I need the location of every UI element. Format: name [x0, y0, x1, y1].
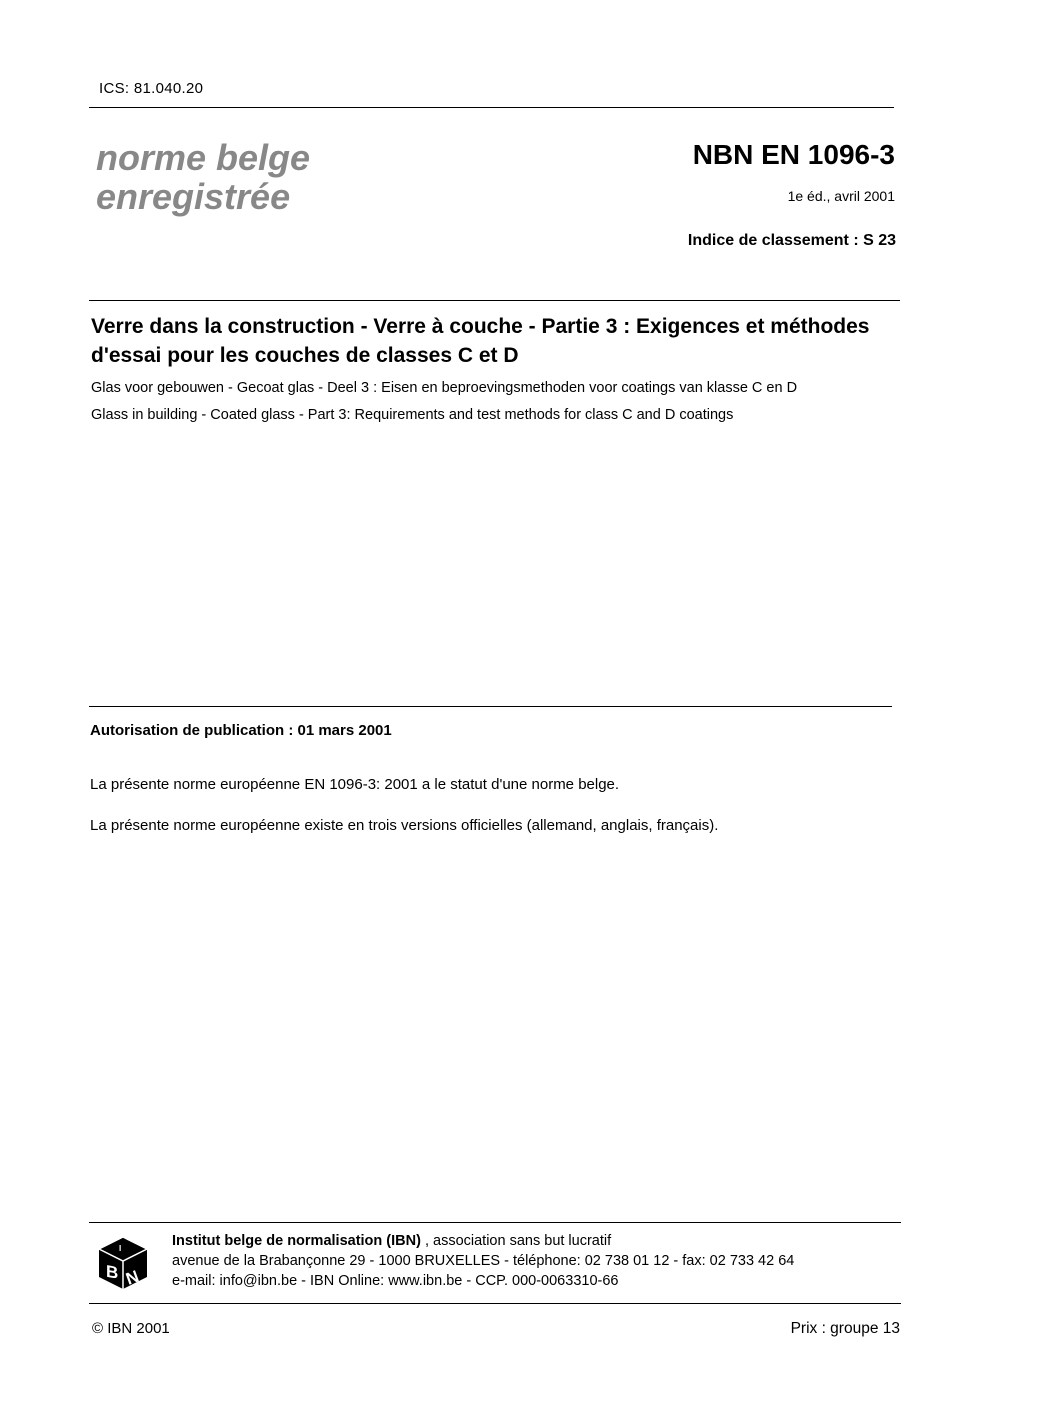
status-statement: La présente norme européenne EN 1096-3: 2001 a le statut d'une norme belge. — [90, 776, 620, 793]
versions-statement: La présente norme européenne existe en trois versions officielles (allemand, anglais, français). — [90, 817, 719, 834]
header-divider — [89, 107, 894, 108]
title-english: Glass in building - Coated glass - Part 3: Requirements and test methods for class C and D coatings — [91, 407, 734, 423]
class-index: Indice de classement : S 23 — [687, 232, 896, 249]
norme-line-1: norme belge — [96, 137, 311, 178]
footer-divider-top — [89, 1222, 901, 1223]
edition-date: 1e éd., avril 2001 — [787, 188, 895, 204]
svg-text:B: B — [106, 1260, 119, 1283]
institute-info — [172, 1231, 794, 1291]
standard-number: NBN EN 1096-3 — [692, 139, 895, 170]
footer-divider-bottom — [89, 1303, 901, 1304]
price-group: Prix : groupe 13 — [790, 1320, 900, 1337]
svg-text:I: I — [119, 1244, 122, 1253]
norme-line-2: enregistrée — [96, 176, 291, 217]
title-dutch: Glas voor gebouwen - Gecoat glas - Deel 3 : Eisen en beproevingsmethoden voor coatings van klasse C en D — [91, 380, 798, 396]
svg-text:N: N — [123, 1266, 142, 1289]
institute-address: avenue de la Brabançonne 29 - 1000 BRUXELLES - téléphone: 02 738 01 12 - fax: 02 733 42 64 — [172, 1253, 795, 1269]
institute-suffix: , association sans but lucratif — [420, 1233, 612, 1249]
institute-contact: e-mail: info@ibn.be - IBN Online: www.ibn.be - CCP. 000-0063310-66 — [172, 1273, 619, 1289]
ics-code: ICS: 81.040.20 — [99, 80, 204, 97]
body-divider — [89, 706, 892, 707]
institute-name: Institut belge de normalisation (IBN) — [172, 1233, 421, 1249]
copyright: © IBN 2001 — [92, 1320, 170, 1337]
publication-authorization: Autorisation de publication : 01 mars 2001 — [90, 722, 392, 739]
title-divider — [89, 300, 900, 301]
title-french: Verre dans la construction - Verre à couche - Partie 3 : Exigences et méthodes d'essai pour les couches de classes C et D — [91, 315, 870, 367]
institute-line — [172, 1231, 794, 1251]
norme-belge-heading — [96, 138, 310, 216]
ibn-logo-icon — [97, 1235, 149, 1291]
